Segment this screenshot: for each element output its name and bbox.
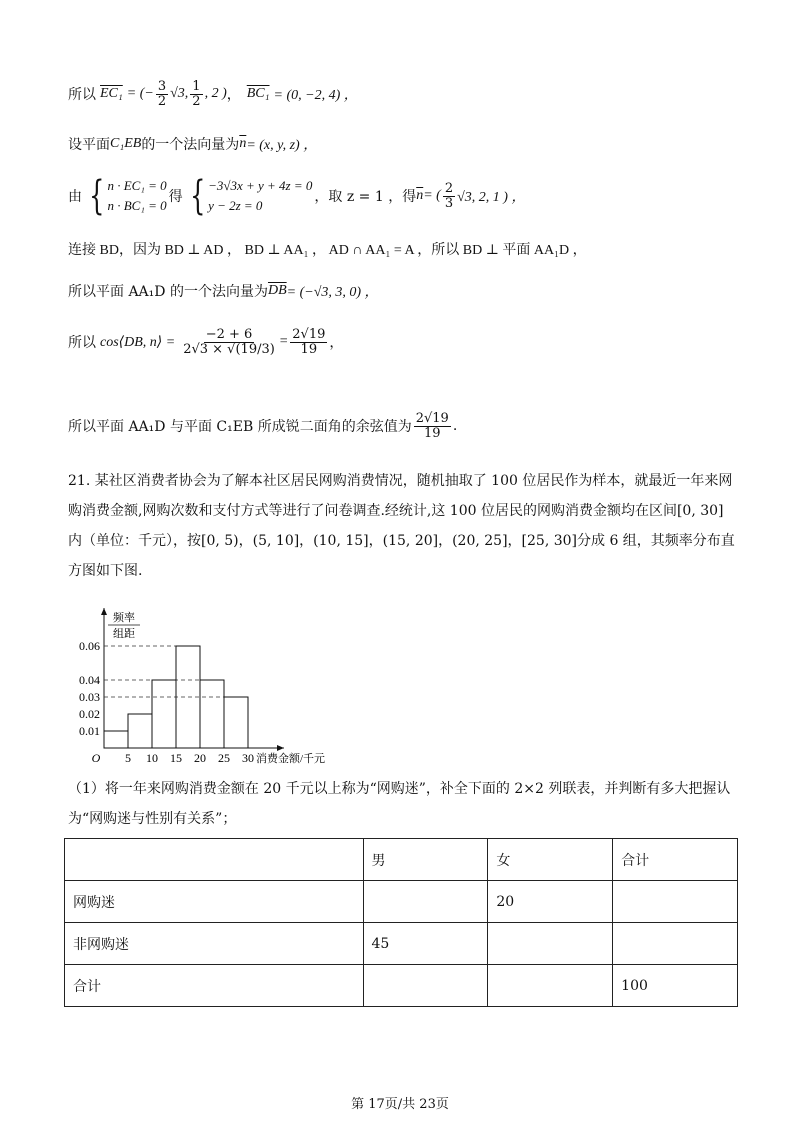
fraction-denominator: 19 [423, 425, 441, 441]
x-tick-label: 5 [125, 751, 131, 765]
system-2 [185, 173, 313, 219]
fraction-1-2 [190, 80, 202, 108]
table-header-total: 合计 [613, 839, 738, 881]
page-footer: 第 17页/共 23页 [351, 1097, 449, 1112]
table-cell [488, 923, 613, 965]
text-c: = (x, y, z) ， [246, 138, 318, 153]
equals-open: = (− [126, 86, 154, 102]
fraction-denominator: 3 [444, 195, 454, 211]
text-a: 设平面 [68, 137, 110, 153]
table-row [65, 923, 738, 965]
fraction-numerator: 3 [157, 79, 167, 94]
histogram-chart [60, 600, 380, 778]
origin-label: O [91, 751, 101, 765]
solution-line-5 [68, 281, 379, 301]
fraction-numerator: 2√19 [292, 327, 326, 342]
vector-ec1: EC₁ [100, 86, 123, 102]
y-axis-label-top: 频率 [113, 612, 135, 624]
x-axis-arrow-icon [277, 745, 284, 751]
x-tick-label: 10 [146, 751, 158, 765]
table-row [65, 881, 738, 923]
fraction-numerator: −2 + 6 [205, 327, 253, 342]
x-tick-label: 20 [194, 751, 206, 765]
y-axis-arrow-icon [101, 608, 107, 615]
fraction-cos [181, 328, 277, 356]
brace-icon: { [189, 173, 205, 219]
table-cell: 非网购迷 [65, 923, 364, 965]
histogram-bar [224, 697, 248, 748]
fraction-numerator: 2√19 [415, 411, 449, 426]
fraction-result [290, 328, 327, 356]
table-cell [488, 965, 613, 1007]
system-rows [208, 176, 312, 216]
histogram-bar [128, 714, 152, 748]
text-tail: ， [329, 335, 344, 352]
normal-vector-n: $\overline{n}$ [239, 136, 247, 151]
solution-line-4 [68, 239, 587, 259]
fraction-denominator: 2 [192, 93, 201, 109]
text-tail: . [452, 418, 458, 435]
text-take: ，取 z = 1 ，得 [314, 189, 417, 205]
table-cell: 网购迷 [65, 881, 364, 923]
text-b: 的一个法向量为 [141, 137, 240, 153]
fraction-numerator: 2 [444, 180, 454, 196]
system-row: y − 2z = 0 [208, 198, 263, 213]
table-cell: 45 [363, 923, 488, 965]
histogram-bar [104, 731, 128, 748]
fraction-2-3 [443, 182, 455, 210]
system-row: n · BC₁ = 0 [107, 198, 167, 213]
vector-db: $\overline{DB}$ [267, 283, 287, 298]
solution-line-1 [68, 80, 358, 108]
part-1-text: （1）将一年来网购消费金额在 20 千元以上称为“网购迷”，补全下面的 2×2 列联表，并判断有多大把握认为“网购迷与性别有关系”； [68, 781, 731, 827]
vector-tail: , 2 ) [204, 86, 227, 102]
x-axis-label: 消费金额/千元 [256, 753, 326, 765]
y-tick-label: 0.06 [79, 639, 100, 653]
normal-vector-n: $\overline{n}$ [416, 188, 424, 203]
system-row: n · EC₁ = 0 [107, 178, 167, 193]
separator: ， [226, 87, 241, 104]
y-tick-label: 0.01 [79, 724, 100, 738]
vector-tail: √3, 2, 1 ) ， [457, 190, 526, 205]
text-conclusion: 所以平面 AA₁D 与平面 C₁EB 所成锐二面角的余弦值为 [68, 419, 412, 436]
text-prefix: 所以 [68, 87, 96, 104]
table-cell [613, 923, 738, 965]
fraction-3-2 [156, 80, 168, 108]
fraction-result [414, 412, 451, 440]
solution-line-2 [68, 134, 317, 154]
brace-icon: { [89, 173, 105, 219]
x-tick-label: 25 [218, 751, 230, 765]
table-header-female: 女 [488, 839, 613, 881]
fraction-numerator: 1 [192, 79, 201, 94]
equals-open: = ( [423, 188, 441, 203]
text-b: = (−√3, 3, 0) ， [286, 285, 379, 300]
sqrt-three: √3, [170, 86, 189, 102]
table-row [65, 965, 738, 1007]
fraction-denominator: 2√3 × √(19/3) [183, 341, 275, 357]
text-de: 得 [168, 189, 183, 205]
problem-21-text: 21. 某社区消费者协会为了解本社区居民网购消费情况，随机抽取了 100 位居民作为样本，就最近一年来网购消费金额,网购次数和支付方式等进行了问卷调查.经统计,这 100 位居民的网购消费金额均在区间[0, 30] 内（单位：千元），按[0, 5)，(5, 10]，(10, 15]，(15, 20]，(20, 25]，[25, 30]分成 6 组，其频率分布直方图如下图. [68, 473, 735, 579]
fraction-denominator: 2 [157, 93, 167, 109]
y-tick-label: 0.03 [79, 690, 100, 704]
vector-bc1-value: = (0, −2, 4) ， [273, 88, 358, 104]
text-a: 所以平面 AA₁D 的一个法向量为 [68, 284, 268, 300]
solution-line-6 [68, 328, 343, 356]
text-prefix: 由 [68, 189, 82, 205]
table-cell: 合计 [65, 965, 364, 1007]
solution-line-3 [68, 173, 526, 219]
table-cell [363, 965, 488, 1007]
solution-line-7 [68, 412, 457, 440]
table-cell [613, 881, 738, 923]
histogram-bar [200, 680, 224, 748]
x-tick-label: 30 [242, 751, 254, 765]
y-tick-label: 0.04 [79, 673, 100, 687]
system-row: −3√3x + y + 4z = 0 [208, 178, 313, 193]
table-cell [363, 881, 488, 923]
table-header-row [65, 839, 738, 881]
vector-bc1: BC₁ [246, 86, 270, 102]
text-prefix: 所以 [68, 335, 96, 352]
cosine-expression: cos⟨DB, n⟩ = [100, 334, 176, 350]
table-header-male: 男 [363, 839, 488, 881]
contingency-table [64, 838, 738, 1007]
plane-c1eb: C₁EB [110, 136, 142, 151]
histogram-bar [152, 680, 176, 748]
system-1 [84, 173, 167, 219]
x-tick-label: 15 [170, 751, 182, 765]
equals: = [278, 334, 289, 350]
table-cell: 100 [613, 965, 738, 1007]
system-rows [107, 176, 166, 216]
y-axis-label-bottom: 组距 [113, 628, 135, 640]
fraction-denominator: 19 [300, 341, 318, 357]
y-tick-label: 0.02 [79, 707, 100, 721]
text-perpendicular: 连接 BD，因为 BD ⊥ AD ， BD ⊥ AA₁ ， AD ∩ AA₁ = A ，所以 BD ⊥ 平面 AA₁D ， [68, 243, 587, 258]
table-cell [65, 839, 364, 881]
table-cell: 20 [488, 881, 613, 923]
